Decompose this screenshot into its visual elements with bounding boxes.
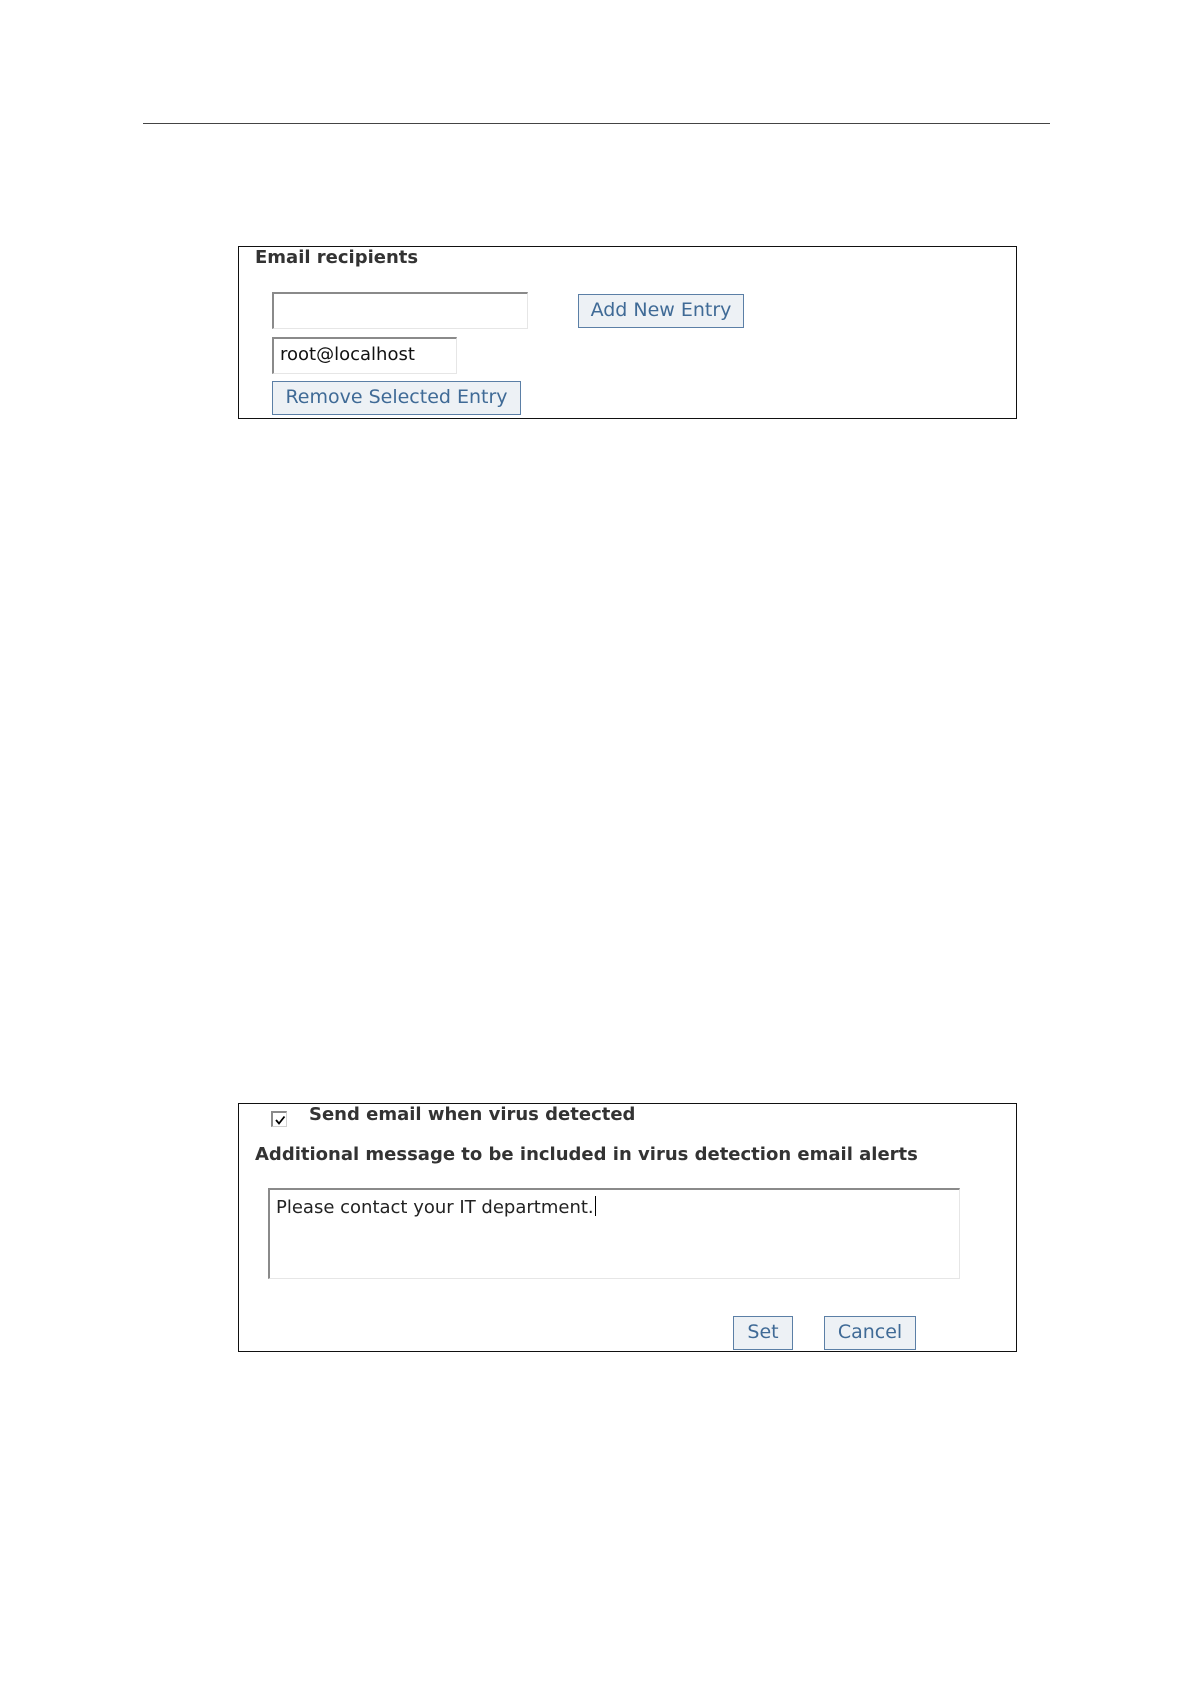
header-rule xyxy=(143,123,1050,124)
set-button[interactable]: Set xyxy=(733,1316,793,1350)
cancel-button[interactable]: Cancel xyxy=(824,1316,916,1350)
additional-message-heading: Additional message to be included in virus detection email alerts xyxy=(255,1144,918,1165)
email-recipients-panel xyxy=(238,246,1017,419)
additional-message-text: Please contact your IT department. xyxy=(276,1197,594,1218)
send-email-label: Send email when virus detected xyxy=(309,1104,636,1125)
additional-message-textarea[interactable] xyxy=(268,1188,960,1279)
new-recipient-input[interactable] xyxy=(272,292,528,329)
remove-selected-entry-button[interactable]: Remove Selected Entry xyxy=(272,381,521,415)
virus-alert-panel xyxy=(238,1103,1017,1352)
email-recipients-heading: Email recipients xyxy=(255,247,419,268)
add-new-entry-button[interactable]: Add New Entry xyxy=(578,294,744,328)
text-caret xyxy=(595,1196,596,1216)
checkmark-icon xyxy=(274,1114,286,1126)
recipient-list-item[interactable]: root@localhost xyxy=(272,337,457,374)
send-email-checkbox[interactable] xyxy=(271,1111,287,1127)
